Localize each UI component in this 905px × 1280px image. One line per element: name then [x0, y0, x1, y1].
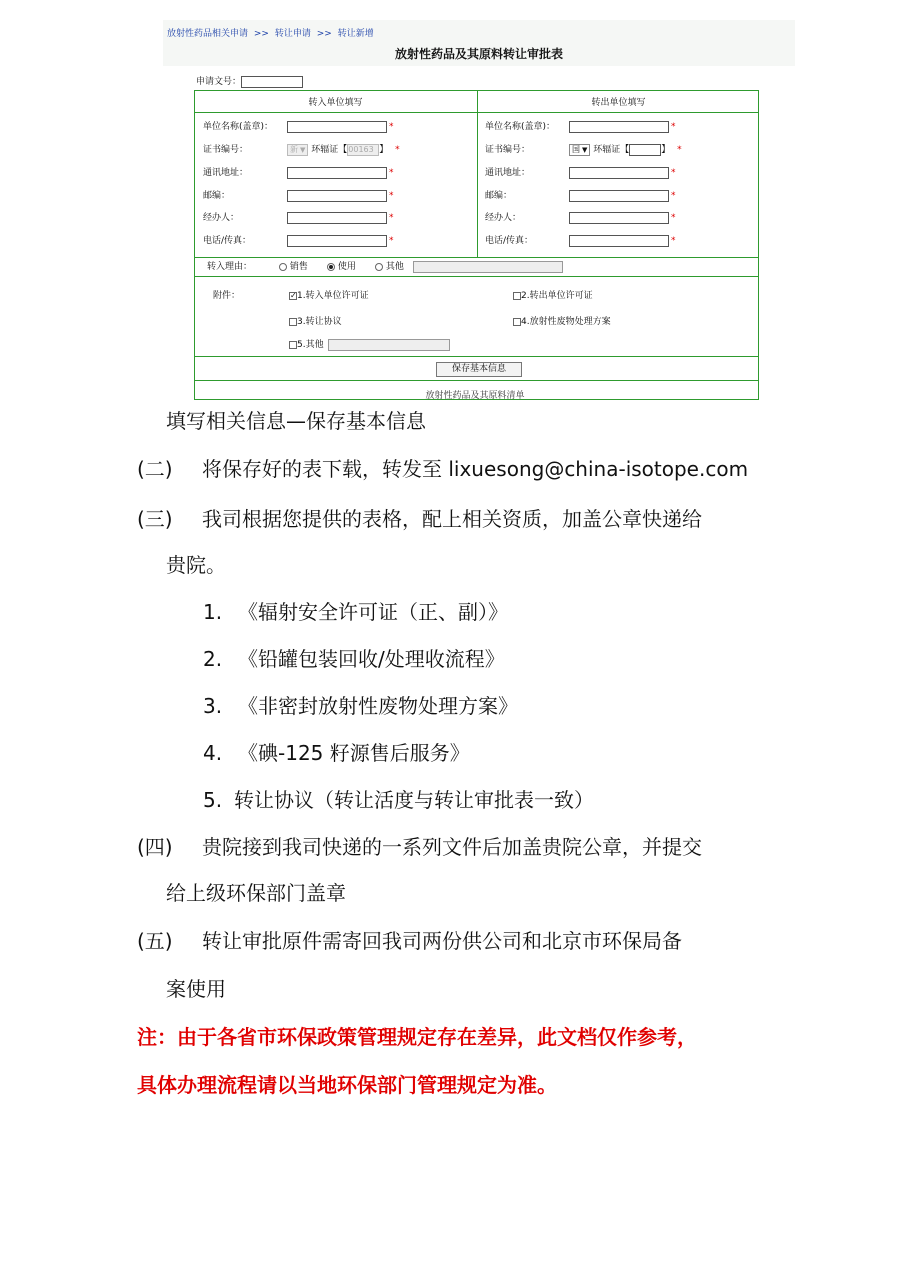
incoming-cert-input[interactable]: [347, 144, 379, 156]
divider: [195, 257, 758, 258]
item-text: 贵院。: [166, 553, 226, 577]
save-basic-info-button[interactable]: 保存基本信息: [436, 362, 522, 377]
breadcrumb-item[interactable]: 放射性药品相关申请: [167, 29, 249, 39]
item-text: 案使用: [166, 977, 226, 1001]
cert-word: 环辐证【: [311, 145, 348, 155]
outgoing-unit-row: [485, 120, 755, 134]
attachment-label: 2.转出单位许可证: [521, 291, 593, 301]
field-label: 邮编：: [203, 191, 231, 201]
checkbox-checked-icon: ✓: [290, 290, 297, 300]
outgoing-phone-row: [485, 234, 755, 248]
incoming-header: 转入单位填写: [308, 98, 363, 108]
required-mark: *: [671, 191, 676, 201]
field-label: 单位名称(盖章)：: [485, 122, 556, 132]
outgoing-handler-input[interactable]: [569, 212, 669, 224]
field-label: 电话/传真：: [485, 236, 534, 246]
subitem-text: 转让协议（转让活度与转让审批表一致）: [234, 788, 594, 812]
outgoing-address-row: [485, 166, 755, 180]
form-title: 放射性药品及其原料转让审批表: [394, 47, 563, 61]
field-label: 通讯地址：: [203, 168, 249, 178]
incoming-postcode-row: [203, 189, 473, 203]
reason-option-label: 使用: [337, 262, 356, 272]
field-label: 通讯地址：: [485, 168, 531, 178]
reason-option-label: 销售: [289, 262, 308, 272]
incoming-unit-input[interactable]: [287, 121, 387, 133]
checkbox-icon: [513, 292, 521, 300]
field-label: 经办人：: [485, 213, 522, 223]
form-screenshot: [163, 20, 795, 401]
checkbox-icon: [513, 318, 521, 326]
cert-close: 】: [379, 145, 389, 155]
breadcrumb-separator: >>: [253, 29, 269, 39]
subitem-number: 4.: [203, 741, 223, 765]
outgoing-cert-input[interactable]: [629, 144, 661, 156]
divider: [195, 112, 758, 113]
item-mark: (五): [137, 929, 173, 953]
attach-label: 附件：: [213, 291, 241, 301]
reason-option-other[interactable]: [375, 260, 404, 274]
radio-icon: [375, 263, 383, 271]
required-mark: *: [671, 122, 676, 132]
required-mark: *: [671, 213, 676, 223]
reason-row: [207, 260, 747, 274]
radio-selected-icon: [327, 263, 335, 271]
item-text: 转让审批原件需寄回我司两份供公司和北京市环保局备: [202, 929, 682, 953]
cut-off-section-title: 放射性药品及其原料清单: [425, 391, 525, 401]
subitem-text: 《非密封放射性废物处理方案》: [238, 694, 518, 718]
incoming-address-input[interactable]: [287, 167, 387, 179]
chevron-down-icon: ▼: [582, 145, 588, 154]
incoming-address-row: [203, 166, 473, 180]
reason-label: 转入理由：: [207, 262, 253, 272]
reason-other-input[interactable]: [413, 261, 563, 273]
outgoing-handler-row: [485, 211, 755, 225]
breadcrumb: [167, 26, 374, 39]
incoming-handler-input[interactable]: [287, 212, 387, 224]
outgoing-cert-select[interactable]: [569, 144, 590, 156]
subitem-text: 《辐射安全许可证（正、副）》: [238, 600, 508, 624]
outgoing-postcode-row: [485, 189, 755, 203]
field-label: 单位名称(盖章)：: [203, 122, 274, 132]
outgoing-cert-row: [485, 143, 755, 157]
item-text: 给上级环保部门盖章: [166, 881, 346, 905]
note-line: 注：由于各省市环保政策管理规定存在差异，此文档仅作参考，: [137, 1025, 697, 1049]
item-mark: (三): [137, 507, 173, 531]
checkbox-icon: [289, 318, 297, 326]
item-mark: (二): [137, 457, 173, 481]
attachment-3[interactable]: [289, 315, 342, 329]
required-mark: *: [395, 145, 400, 155]
required-mark: *: [671, 168, 676, 178]
reason-option-use[interactable]: [327, 260, 356, 274]
divider: [195, 380, 758, 381]
subitem-number: 1.: [203, 600, 223, 624]
attachment-label: 5.其他: [297, 340, 324, 350]
subitem-number: 5.: [203, 788, 223, 812]
incoming-postcode-input[interactable]: [287, 190, 387, 202]
required-mark: *: [389, 168, 394, 178]
form-grid: [194, 90, 759, 400]
required-mark: *: [677, 145, 682, 155]
outgoing-postcode-input[interactable]: [569, 190, 669, 202]
form-sheet: [163, 66, 795, 401]
item-mark: (四): [137, 835, 173, 859]
checkbox-icon: [289, 341, 297, 349]
divider: [477, 91, 478, 258]
outgoing-phone-input[interactable]: [569, 235, 669, 247]
application-no-input[interactable]: [241, 76, 303, 88]
incoming-unit-row: [203, 120, 473, 134]
cert-value: 00163: [348, 144, 374, 154]
attachment-label: 4.放射性废物处理方案: [521, 317, 611, 327]
reason-option-sell[interactable]: [279, 260, 308, 274]
application-no-label: 申请文号：: [196, 77, 242, 87]
incoming-phone-row: [203, 234, 473, 248]
breadcrumb-item[interactable]: 转让新增: [337, 29, 374, 39]
incoming-phone-input[interactable]: [287, 235, 387, 247]
attachment-4[interactable]: [513, 315, 611, 329]
required-mark: *: [389, 236, 394, 246]
divider: [195, 356, 758, 357]
outgoing-header: 转出单位填写: [591, 98, 646, 108]
item-text: 贵院接到我司快递的一系列文件后加盖贵院公章，并提交: [202, 835, 702, 859]
divider: [195, 276, 758, 277]
incoming-cert-select[interactable]: [287, 144, 308, 156]
required-mark: *: [671, 236, 676, 246]
breadcrumb-item[interactable]: 转让申请: [274, 29, 311, 39]
attachment-1[interactable]: [289, 289, 369, 303]
attachment-2[interactable]: [513, 289, 593, 303]
field-label: 证书编号：: [203, 145, 249, 155]
reason-option-label: 其他: [385, 262, 404, 272]
field-label: 证书编号：: [485, 145, 531, 155]
attachment-label: 3.转让协议: [297, 317, 342, 327]
subitem-text: 《碘-125 籽源售后服务》: [238, 741, 470, 765]
select-value: 国: [572, 144, 580, 154]
radio-icon: [279, 263, 287, 271]
cert-word: 环辐证【: [593, 145, 630, 155]
chevron-down-icon: ▼: [300, 145, 306, 154]
outgoing-unit-input[interactable]: [569, 121, 669, 133]
subitem-number: 2.: [203, 647, 223, 671]
subitem-number: 3.: [203, 694, 223, 718]
caption: 填写相关信息—保存基本信息: [166, 409, 426, 433]
outgoing-cert-group: [569, 143, 682, 157]
field-label: 邮编：: [485, 191, 513, 201]
cert-close: 】: [661, 145, 671, 155]
attachment-other-input[interactable]: [328, 339, 450, 351]
incoming-cert-row: [203, 143, 473, 157]
application-no-row: [196, 74, 303, 88]
field-label: 经办人：: [203, 213, 240, 223]
breadcrumb-separator: >>: [316, 29, 332, 39]
attachment-5[interactable]: [289, 338, 450, 352]
select-value: 新: [290, 144, 298, 154]
attachment-label: 1.转入单位许可证: [297, 291, 369, 301]
incoming-cert-group: [287, 143, 400, 157]
required-mark: *: [389, 191, 394, 201]
item-text: 将保存好的表下载，转发至 lixuesong@china-isotope.com: [202, 457, 749, 481]
field-label: 电话/传真：: [203, 236, 252, 246]
item-text: 我司根据您提供的表格，配上相关资质，加盖公章快递给: [202, 507, 702, 531]
note-line: 具体办理流程请以当地环保部门管理规定为准。: [137, 1073, 557, 1097]
incoming-handler-row: [203, 211, 473, 225]
outgoing-address-input[interactable]: [569, 167, 669, 179]
required-mark: *: [389, 213, 394, 223]
required-mark: *: [389, 122, 394, 132]
subitem-text: 《铅罐包装回收/处理收流程》: [238, 647, 505, 671]
